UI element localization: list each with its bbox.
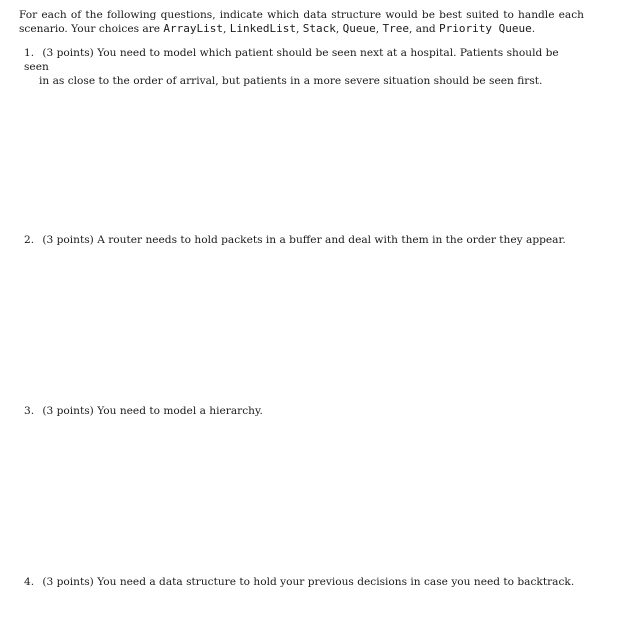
choice-stack: Stack <box>302 22 336 35</box>
instructions-text: For each of the following questions, indicate which data structure would be best suited to handle each scenario. Your choices are <box>19 9 584 35</box>
separator: , <box>223 23 230 35</box>
question-text: A router needs to hold packets in a buffer and deal with them in the order they appear. <box>97 234 566 246</box>
question-text: You need to model which patient should be seen next at a hospital. Patients should be seen <box>24 47 559 73</box>
question-text-continued: in as close to the order of arrival, but patients in a more severe situation should be seen first. <box>39 75 543 87</box>
choice-arraylist: ArrayList <box>163 22 224 35</box>
choice-tree: Tree <box>382 22 410 35</box>
choice-queue: Queue <box>342 22 376 35</box>
choice-priority-queue: Priority Queue <box>439 22 532 35</box>
question-points: (3 points) <box>42 576 94 588</box>
separator: , <box>296 23 303 35</box>
question-number: 4. <box>24 576 35 588</box>
question-points: (3 points) <box>42 47 94 59</box>
question-points: (3 points) <box>42 405 94 417</box>
question-4 <box>24 575 584 589</box>
separator: , <box>375 23 383 35</box>
question-1 <box>24 46 584 88</box>
instructions-paragraph <box>19 8 584 36</box>
question-points: (3 points) <box>42 234 94 246</box>
question-number: 2. <box>24 234 35 246</box>
period: . <box>531 23 536 35</box>
question-text: You need a data structure to hold your previous decisions in case you need to backtrack. <box>97 576 575 588</box>
question-number: 3. <box>24 405 35 417</box>
question-number: 1. <box>24 47 35 59</box>
choice-linkedlist: LinkedList <box>229 22 297 35</box>
separator: , <box>335 23 343 35</box>
question-text: You need to model a hierarchy. <box>97 405 263 417</box>
question-3 <box>24 404 584 418</box>
question-2 <box>24 233 584 247</box>
separator: , and <box>409 23 440 35</box>
